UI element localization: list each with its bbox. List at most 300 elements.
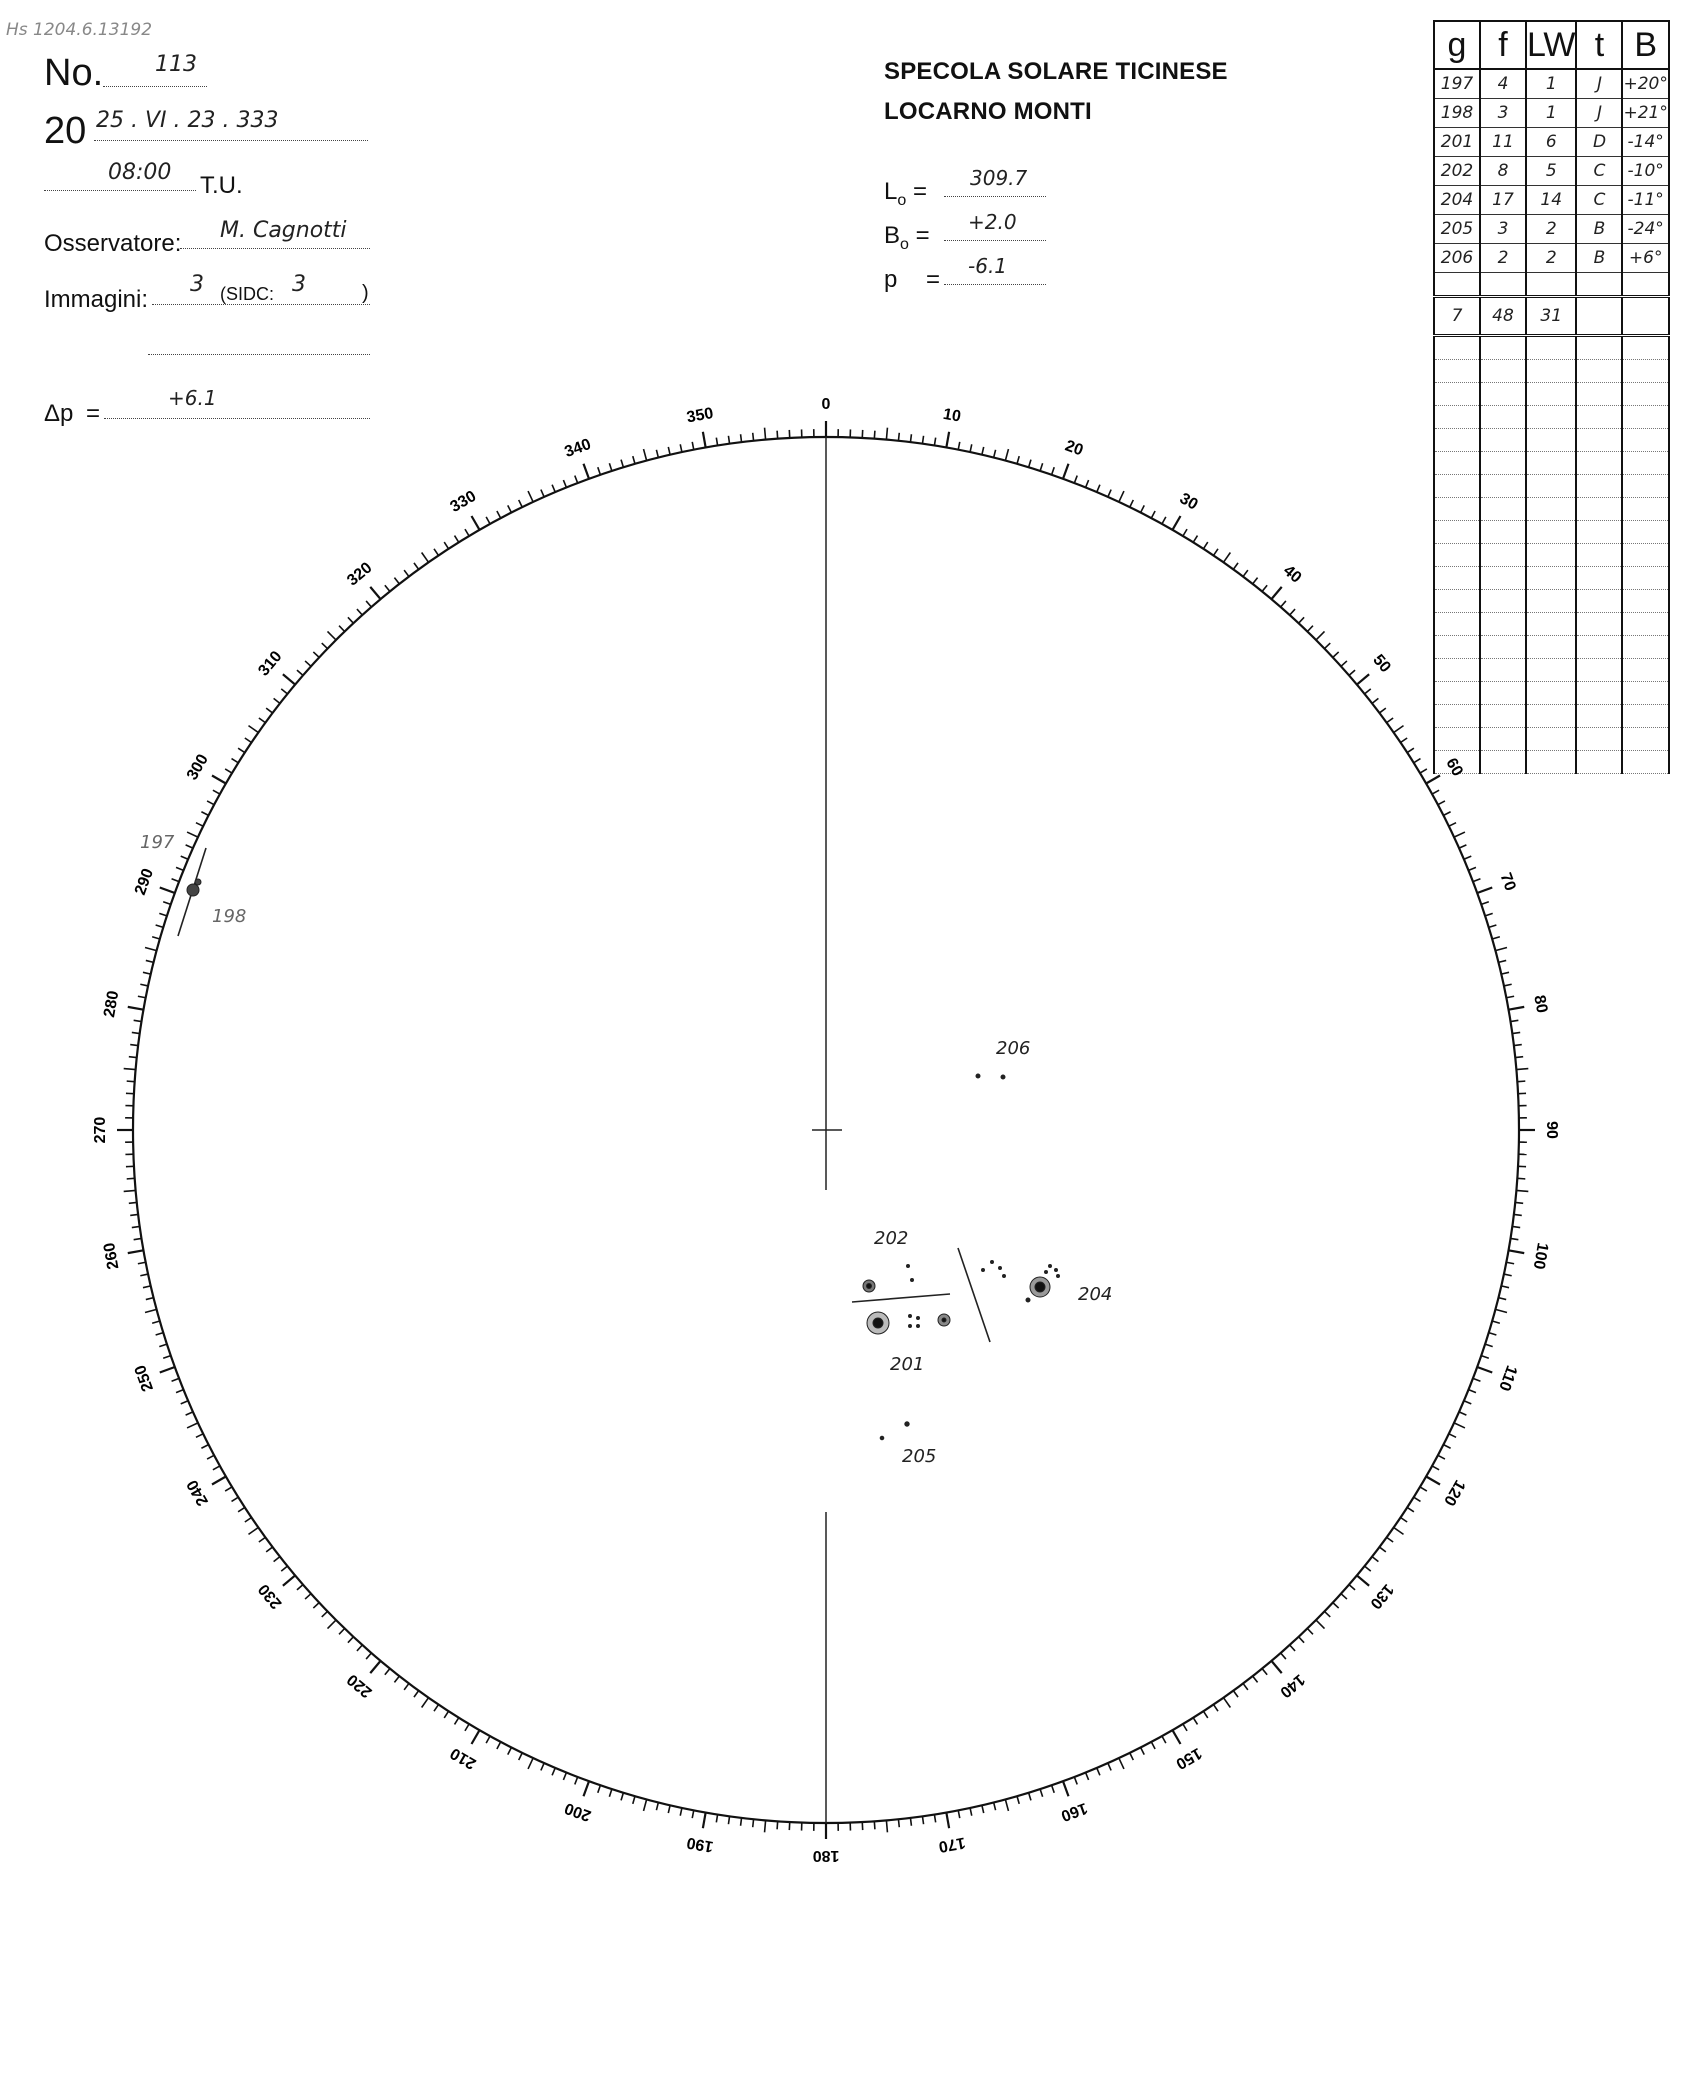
tick-mark [357,609,362,615]
tick-mark [644,449,647,461]
table-cell: 5 [1526,157,1576,186]
table-cell: 206 [1434,244,1480,273]
tick-mark [1325,643,1331,649]
tick-mark [283,1575,295,1585]
tick-mark [716,1814,717,1822]
group-label: 198 [212,906,247,927]
tick-mark [196,1434,203,1438]
tick-mark [207,801,214,805]
sunspot [942,1318,946,1322]
tick-mark [1357,674,1369,684]
tick-mark [486,1736,490,1743]
tick-mark [1517,1178,1525,1179]
tick-label: 190 [685,1833,715,1855]
tick-mark [1203,1711,1207,1718]
tick-label: 230 [255,1580,286,1612]
tick-mark [716,438,717,446]
tick-mark [1243,1683,1248,1689]
tick-mark [143,972,151,974]
tick-mark [1481,902,1489,905]
tick-mark [1253,578,1258,584]
table-cell: -11° [1622,186,1668,215]
tick-mark [1498,1298,1506,1300]
tick-mark [385,585,390,591]
tick-mark [1290,1645,1295,1651]
tick-mark [1512,1226,1520,1227]
tick-mark [1414,1497,1421,1501]
tick-mark [1514,1045,1522,1046]
sunspot [911,1279,914,1282]
tick-mark [886,428,887,440]
table-cell: J [1576,69,1622,99]
tick-mark [1017,456,1019,464]
tick-mark [404,1683,409,1689]
tick-mark [322,1611,328,1617]
tick-mark [143,1286,151,1288]
tick-mark [274,1557,280,1562]
sunspot [187,884,199,896]
tick-mark [1316,631,1324,639]
tick-mark [1515,1057,1523,1058]
tick-mark [1510,1020,1518,1021]
tick-label: 20 [1062,437,1086,460]
observer-value: M. Cagnotti [220,218,347,243]
table-cell: +20° [1622,69,1668,99]
tick-mark [156,1333,164,1335]
tick-label: 340 [562,435,594,462]
tick-mark [1504,984,1512,986]
tick-mark [508,505,512,512]
tick-mark [1017,1796,1019,1804]
sidc-label: (SIDC: [220,284,274,304]
tick-mark [1492,937,1500,939]
table-cell: 7 [1434,297,1480,336]
tick-label: 170 [937,1833,967,1855]
tick-mark [1271,587,1281,599]
archive-reference: Hs 1204.6.13192 [6,20,153,40]
tick-label: 200 [562,1798,594,1825]
tick-mark [1223,552,1230,562]
tick-label: 290 [131,866,158,898]
table-cell: 201 [1434,128,1480,157]
tick-mark [1063,1781,1068,1796]
tick-mark [1214,1705,1218,1712]
tick-mark [1473,1378,1480,1381]
tick-mark [1052,467,1055,475]
group-separator-line [852,1294,950,1302]
tick-mark [1443,1445,1450,1449]
group-label: 201 [890,1354,925,1375]
tick-mark [370,587,380,599]
tick-mark [741,434,742,442]
tick-mark [1506,996,1514,998]
table-cell: 2 [1526,215,1576,244]
sunspot [195,879,201,885]
tick-mark [339,626,345,632]
tick-mark [422,552,429,562]
tick-mark [910,1818,911,1826]
tick-label: 80 [1530,993,1551,1015]
tick-mark [138,1262,146,1264]
tick-mark [172,879,179,882]
tick-mark [563,1773,566,1780]
l0-subscript: o [897,191,907,209]
table-cell: -14° [1622,128,1668,157]
tick-mark [232,1497,239,1501]
tick-label: 150 [1172,1744,1205,1773]
tick-mark [497,511,501,518]
tick-mark [1394,726,1404,733]
table-cell: 17 [1480,186,1526,215]
tick-label: 130 [1366,1580,1397,1612]
tick-mark [668,447,670,455]
tick-mark [1372,1557,1378,1562]
tick-mark [176,1390,183,1393]
sunspot [1049,1265,1052,1268]
sidc-close: ) [362,282,369,304]
tick-label: 60 [1442,755,1466,780]
tick-mark [1464,1401,1471,1404]
tick-mark [753,1819,754,1827]
tick-mark [1469,1390,1476,1393]
tick-mark [753,433,754,441]
tick-mark [1401,738,1408,742]
tick-mark [186,845,193,848]
tick-mark [134,1238,142,1239]
tick-mark [129,1202,137,1203]
tick-mark [472,1730,480,1744]
tick-label: 300 [183,751,212,784]
tick-mark [1357,1575,1369,1585]
tick-label: 330 [447,487,480,516]
group-label: 197 [140,832,175,853]
tick-mark [1501,1286,1509,1288]
tick-label: 50 [1369,651,1394,677]
tick-mark [598,467,601,475]
tick-mark [1506,1262,1514,1264]
tick-mark [1005,449,1008,461]
tick-label: 40 [1279,562,1305,587]
tick-label: 140 [1276,1670,1308,1701]
tick-mark [508,1747,512,1754]
central-meridian-axis [812,437,842,1823]
tick-mark [327,631,335,639]
tick-mark [283,674,295,684]
tick-mark [1426,1477,1440,1485]
tick-label: 350 [685,405,715,427]
tick-mark [958,442,960,450]
tick-mark [1063,464,1068,479]
tick-mark [160,1367,175,1372]
tick-mark [1262,585,1267,591]
tick-mark [366,601,371,607]
tick-mark [128,1007,144,1010]
tick-mark [248,726,258,733]
tick-mark [1516,1069,1528,1070]
sunspot [873,1318,883,1328]
tick-mark [297,670,303,675]
tick-mark [777,1821,778,1829]
tick-mark [994,450,996,458]
tick-mark [357,1645,362,1651]
sunspot [917,1325,920,1328]
table-cell: 197 [1434,69,1480,99]
year-prefix: 20 [44,110,87,152]
tick-mark [874,1821,875,1829]
tick-mark [212,776,226,784]
tick-mark [1086,1773,1089,1780]
sunspot [880,1436,884,1440]
tick-mark [281,689,287,694]
tick-mark [1508,1007,1524,1010]
tick-mark [1341,1594,1347,1599]
observatory-title: SPECOLA SOLARE TICINESE [884,58,1228,85]
tick-mark [145,1309,157,1312]
tick-mark [1253,1676,1258,1682]
tick-mark [1299,1637,1304,1643]
tick-mark [172,1378,179,1381]
tick-mark [238,748,245,752]
table-cell: 2 [1480,244,1526,273]
tick-mark [1333,1603,1339,1608]
tick-mark [305,661,311,666]
tick-mark [1040,463,1042,471]
tick-mark [1097,485,1100,492]
tick-mark [1485,913,1493,915]
b0-subscript: o [900,235,909,253]
tick-mark [541,490,544,497]
col-header-g: g [1434,21,1480,69]
tick-mark [1341,661,1347,666]
tick-mark [1473,879,1480,882]
tick-mark [1203,542,1207,549]
tick-mark [444,1711,448,1718]
table-cell: 1 [1526,99,1576,128]
tick-mark [465,1724,469,1731]
tick-mark [213,1466,220,1470]
tick-mark [245,1518,252,1522]
tick-label: 250 [131,1362,158,1394]
table-cell: 198 [1434,99,1480,128]
tick-mark [609,463,611,471]
tick-mark [146,1298,154,1300]
tick-mark [134,1020,142,1021]
tick-label: 0 [821,396,831,414]
tick-mark [1307,626,1313,632]
tick-mark [1420,1487,1427,1491]
tick-mark [1438,1455,1445,1459]
col-header-b: B [1622,21,1668,69]
tick-mark [621,460,623,468]
images-value: 3 [190,272,204,297]
tick-mark [339,1629,345,1635]
tick-mark [1130,500,1134,507]
tick-mark [129,1057,137,1058]
tick-mark [1443,812,1450,816]
sunspot [1055,1269,1058,1272]
tick-mark [1151,1742,1155,1749]
tick-mark [1029,460,1031,468]
time-value: 08:00 [108,160,172,185]
tick-mark [644,1799,647,1811]
table-cell: C [1576,186,1622,215]
tick-mark [1516,1190,1528,1191]
tick-mark [1141,1747,1145,1754]
tick-mark [1086,480,1089,487]
tick-mark [1401,1518,1408,1522]
sunspot [905,1422,909,1426]
col-header-f: f [1480,21,1526,69]
tick-mark [886,1820,887,1832]
tick-mark [1183,529,1187,536]
tick-mark [958,1810,960,1818]
tick-mark [132,1226,140,1227]
tick-mark [313,1603,319,1608]
tick-mark [1387,1537,1393,1542]
tick-mark [946,432,949,448]
tick-mark [584,464,589,479]
p-equals: = [926,266,941,293]
sunspot [999,1267,1002,1270]
tick-mark [1510,1238,1518,1239]
table-cell: 4 [1480,69,1526,99]
tick-mark [946,1812,949,1828]
tick-mark [765,428,766,440]
table-cell: 202 [1434,157,1480,186]
tick-mark [1040,1789,1042,1797]
table-cell: D [1576,128,1622,157]
tick-mark [140,1274,148,1276]
sunspot [1045,1271,1048,1274]
delta-p-equals: = [86,400,101,427]
table-cell: J [1576,99,1622,128]
tick-mark [140,984,148,986]
group-separator-line [958,1248,990,1342]
tick-mark [575,476,578,483]
table-cell: 2 [1526,244,1576,273]
tick-mark [575,1777,578,1784]
tick-mark [728,436,729,444]
tick-mark [1387,718,1393,723]
tick-mark [703,432,706,448]
sunspot [1001,1075,1005,1079]
tick-mark [201,812,208,816]
sunspot [1035,1282,1045,1292]
tick-mark [1271,1661,1281,1673]
tick-mark [1495,1309,1507,1312]
tick-mark [598,1785,601,1793]
tick-mark [1489,1333,1497,1335]
table-cell: 11 [1480,128,1526,157]
tick-mark [1119,1758,1124,1769]
tick-mark [1281,1653,1286,1659]
b0-value: +2.0 [968,210,1017,234]
table-cell: -10° [1622,157,1668,186]
table-cell: 3 [1480,99,1526,128]
tick-mark [633,456,635,464]
tick-mark [1501,972,1509,974]
l0-equals: = [912,178,927,205]
tick-mark [245,738,252,742]
tick-mark [274,698,280,703]
tick-mark [348,617,353,623]
tick-mark [281,1566,287,1571]
tick-mark [152,1321,160,1323]
tick-mark [1407,748,1414,752]
tick-label: 240 [183,1476,212,1509]
tick-mark [385,1669,390,1675]
table-cell: +6° [1622,244,1668,273]
table-cell: C [1576,157,1622,186]
tick-mark [1097,1768,1100,1775]
tick-mark [455,536,459,543]
tick-mark [1454,832,1465,837]
tick-mark [777,431,778,439]
tick-label: 110 [1495,1363,1520,1394]
tick-mark [146,960,154,962]
tick-mark [898,433,899,441]
tick-mark [434,549,438,556]
tick-mark [1512,1032,1520,1033]
tick-mark [1183,1724,1187,1731]
observer-label: Osservatore: [44,230,182,257]
sunspot [909,1315,912,1318]
tick-mark [541,1763,544,1770]
tick-mark [621,1793,623,1801]
sunspot [991,1261,994,1264]
tick-mark [465,529,469,536]
tick-mark [528,1758,533,1769]
tick-mark [232,759,239,763]
tick-mark [1151,511,1155,518]
tick-mark [922,1816,923,1824]
tick-mark [982,447,984,455]
tick-mark [259,1537,265,1542]
tick-mark [584,1781,589,1796]
tick-mark [187,1423,198,1428]
tick-mark [1173,1730,1181,1744]
tick-mark [248,1527,258,1534]
b0-equals: = [915,222,930,249]
sunspot [917,1317,920,1320]
tick-mark [163,902,171,905]
tick-label: 10 [941,405,963,426]
tick-mark [1438,801,1445,805]
b0-letter: B [884,222,901,249]
tick-mark [1459,1412,1466,1415]
tick-mark [152,937,160,939]
tick-mark [1508,1250,1524,1253]
l0-letter: L [884,178,898,205]
tick-label: 180 [812,1846,840,1864]
group-label: 205 [902,1446,937,1467]
tick-mark [127,1178,135,1179]
tick-mark [656,450,658,458]
tick-mark [528,491,533,502]
l0-value: 309.7 [970,166,1028,190]
tick-mark [176,867,183,870]
table-cell: 3 [1480,215,1526,244]
tick-mark [1262,1669,1267,1675]
tick-mark [370,1661,380,1673]
table-cell: 6 [1526,128,1576,157]
tick-mark [1469,867,1476,870]
tick-mark [127,1081,135,1082]
tick-mark [1498,960,1506,962]
tick-mark [1141,505,1145,512]
tick-mark [970,444,972,452]
tick-mark [1432,1466,1439,1470]
